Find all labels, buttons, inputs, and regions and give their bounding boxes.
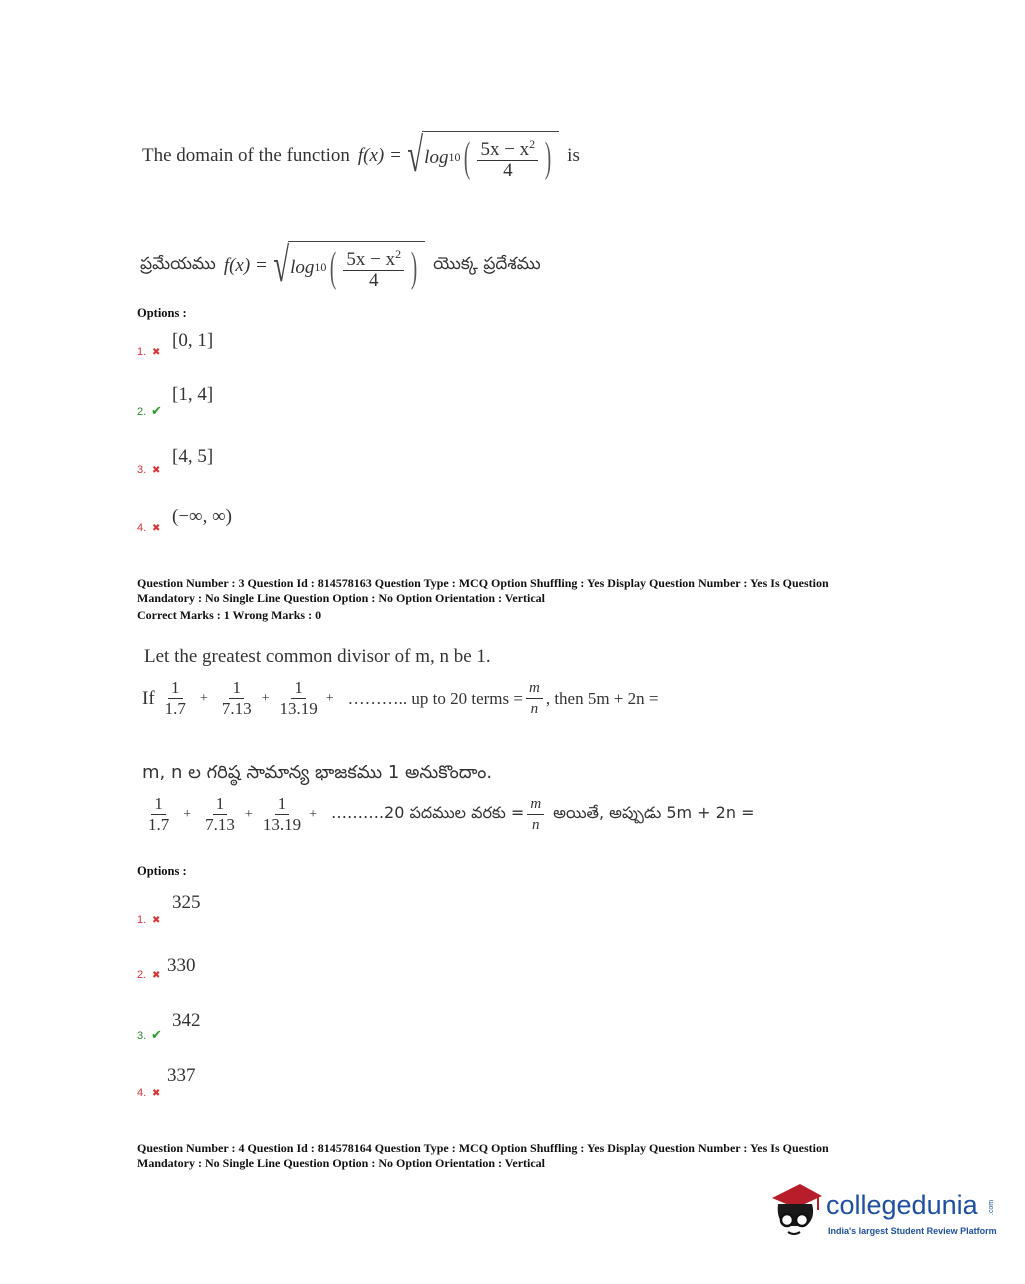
q4-meta-line2: Mandatory : No Single Line Question Option : No Option Orientation : Vertical (137, 1156, 546, 1170)
frac-den: 1.7 (164, 699, 186, 718)
q2-te-sqrt-expression: √ log 10 ( $\frac{5x - x^2}{4}$ ) (268, 241, 425, 291)
q2-fraction (477, 134, 538, 181)
q3-option-1[interactable] (137, 892, 337, 928)
frac-den: 7.13 (221, 699, 252, 718)
option-value: 330 (167, 955, 196, 976)
q3-te-mn-fraction (527, 794, 544, 835)
frac-num: 1 (168, 678, 183, 699)
q2-numerator: 5x − x (480, 139, 530, 160)
frac-num: 1 (275, 794, 290, 815)
q3-te-frac-1 (145, 794, 172, 835)
q2-te-denominator: 4 (368, 270, 379, 291)
option-value: [0, 1] (172, 330, 214, 351)
q2-log-base: 10 (448, 150, 461, 164)
option-number: 3. (137, 1030, 147, 1042)
plus: + (244, 806, 253, 822)
q3-meta-line3: Correct Marks : 1 Wrong Marks : 0 (137, 608, 322, 622)
q3-frac-1 (162, 678, 189, 719)
q2-log: log (424, 146, 449, 168)
frac-num: 1 (213, 794, 228, 815)
option-value: (−∞, ∞) (172, 506, 232, 527)
q2-numerator-exp: 2 (529, 137, 536, 151)
plus: + (261, 690, 270, 706)
q3-stem-series-en (142, 678, 658, 719)
option-number: 1. (137, 914, 147, 926)
frac-num: 1 (291, 678, 306, 699)
plus: + (183, 806, 192, 822)
frac-den: 13.19 (262, 815, 302, 834)
option-number: 2. (137, 969, 147, 981)
q3-te-frac-2 (202, 794, 238, 835)
q2-te-numerator: 5x − x (346, 249, 396, 270)
q2-stem-te-suffix: యొక్క ప్రదేశము (433, 254, 541, 274)
q3-option-4[interactable] (137, 1065, 337, 1101)
frac-num: 1 (229, 678, 244, 699)
plus: + (325, 690, 334, 706)
frac-den: 7.13 (205, 815, 235, 834)
q3-en-mid: ……….. up to 20 terms = (347, 688, 523, 708)
frac-num: 1 (151, 794, 166, 815)
q3-option-3[interactable] (137, 1010, 337, 1046)
option-value: [4, 5] (172, 446, 214, 467)
correct-check-icon: ✔ (151, 403, 162, 418)
plus: + (199, 690, 208, 706)
q2-te-fraction (343, 244, 404, 291)
q3-options-label: Options : (137, 864, 187, 878)
q3-te-frac-3 (260, 794, 304, 835)
q3-stem-line1-te: m, n ల గరిష్ఠ సామాన్య భాజకము 1 అనుకొందాం. (142, 762, 493, 783)
correct-check-icon: ✔ (151, 1027, 162, 1042)
wrong-cross-icon: ✖ (152, 465, 161, 476)
q2-option-2[interactable] (137, 384, 337, 420)
q2-stem-english (142, 124, 580, 188)
option-number: 1. (137, 346, 147, 358)
q2-option-3[interactable] (137, 446, 337, 478)
logo-suffix: .com (988, 1199, 996, 1216)
q2-func-lhs: f(x) = (357, 145, 402, 166)
q3-te-mid: ……….20 పదముల వరకు = (330, 803, 525, 822)
q3-option-2[interactable] (137, 955, 337, 985)
q3-meta-line1: Question Number : 3 Question Id : 814578163 Question Type : MCQ Option Shuffling : Yes Display Question Number : Yes Is Question (137, 576, 829, 590)
q3-if: If (142, 687, 155, 709)
collegedunia-logo[interactable] (766, 1178, 998, 1250)
q2-stem-telugu (140, 234, 541, 298)
q3-te-tail: అయితే, అప్పుడు 5m + 2n = (553, 803, 755, 822)
wrong-cross-icon: ✖ (152, 915, 161, 926)
frac-num: m (526, 678, 543, 699)
logo-tagline: India's largest Student Review Platform (828, 1226, 997, 1236)
q2-denominator: 4 (503, 160, 513, 181)
option-number: 3. (137, 464, 147, 476)
option-value: 325 (172, 892, 201, 913)
q2-stem-suffix: is (567, 145, 580, 166)
option-number: 4. (137, 1087, 147, 1099)
q3-meta (137, 576, 897, 623)
wrong-cross-icon: ✖ (152, 970, 161, 981)
q3-meta-line2: Mandatory : No Single Line Question Option : No Option Orientation : Vertical (137, 591, 546, 605)
q3-stem-series-te (142, 794, 755, 835)
q2-option-1[interactable] (137, 330, 337, 362)
option-value: 337 (167, 1065, 196, 1086)
q3-frac-2 (219, 678, 255, 719)
q2-te-log: log (290, 256, 315, 278)
wrong-cross-icon: ✖ (152, 347, 161, 358)
wrong-cross-icon: ✖ (152, 523, 161, 534)
q2-stem-te-prefix: ప్రమేయము (140, 254, 216, 274)
option-value: [1, 4] (172, 384, 214, 405)
logo-wordmark: collegedunia (826, 1190, 978, 1220)
graduate-mascot-icon (766, 1178, 824, 1244)
wrong-cross-icon: ✖ (152, 1088, 161, 1099)
option-number: 2. (137, 406, 147, 418)
frac-den: 13.19 (279, 699, 318, 718)
q2-stem-prefix: The domain of the function (142, 145, 350, 166)
q4-meta-line1: Question Number : 4 Question Id : 814578164 Question Type : MCQ Option Shuffling : Yes Display Question Number : Yes Is Question (137, 1141, 829, 1155)
plus: + (309, 806, 317, 822)
frac-den: n (531, 817, 540, 833)
q3-frac-3 (276, 678, 320, 719)
q3-stem-line1-en: Let the greatest common divisor of m, n be 1. (144, 646, 491, 667)
frac-num: m (527, 794, 544, 815)
q2-te-log-base: 10 (314, 260, 327, 274)
q4-meta (137, 1141, 897, 1171)
q2-te-func-lhs: f(x) = (223, 255, 268, 276)
option-number: 4. (137, 522, 147, 534)
q2-option-4[interactable] (137, 506, 337, 538)
q2-sqrt-expression: √ log 10 ( $\frac{5x - x^2}{4}$ ) (402, 131, 559, 181)
frac-den: 1.7 (148, 815, 170, 834)
q3-en-tail: , then 5m + 2n = (545, 688, 659, 708)
frac-den: n (530, 701, 539, 717)
q2-te-numerator-exp: 2 (395, 247, 402, 261)
option-value: 342 (172, 1010, 201, 1031)
q2-options-label: Options : (137, 306, 187, 320)
q3-mn-fraction (526, 678, 543, 719)
